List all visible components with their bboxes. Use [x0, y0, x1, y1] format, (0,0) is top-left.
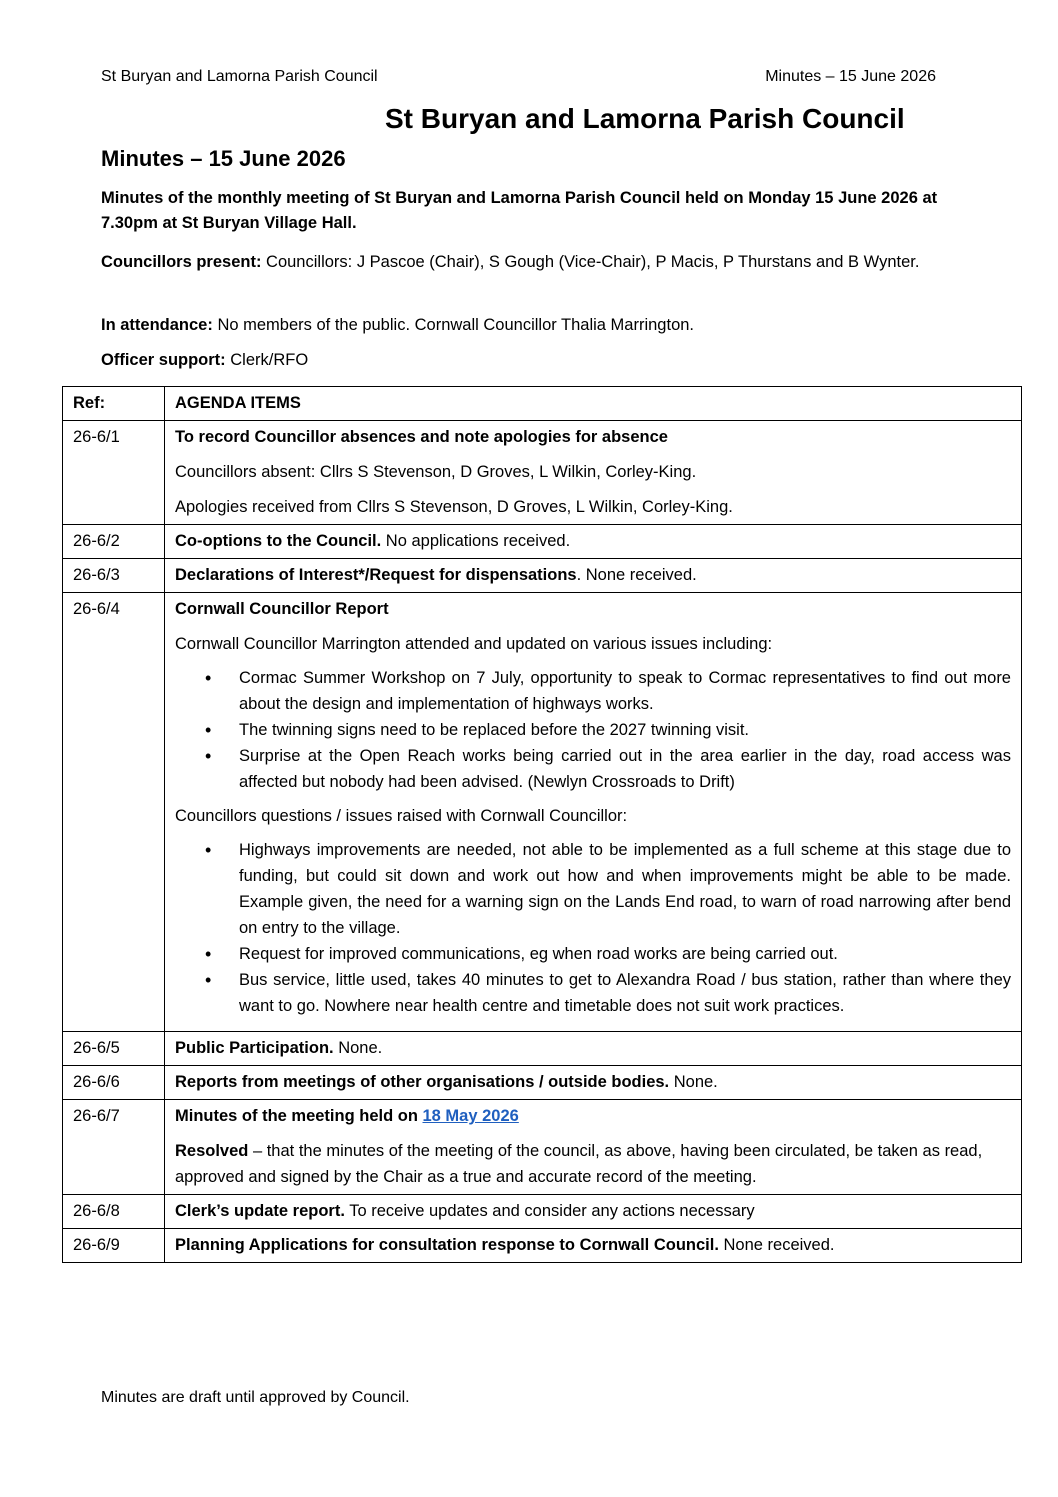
- officer-support-text: Clerk/RFO: [225, 351, 309, 369]
- item-text: None.: [333, 1039, 383, 1057]
- officer-support: [101, 347, 951, 373]
- item-text: Apologies received from Cllrs S Stevenson, D Groves, L Wilkin, Corley-King.: [175, 498, 733, 516]
- item-text: No applications received.: [381, 532, 571, 550]
- questions-list: [175, 837, 1011, 1019]
- in-attendance: [101, 312, 951, 338]
- meeting-intro: Minutes of the monthly meeting of St Buryan and Lamorna Parish Council held on Monday 15 June 2026 at 7.30pm at St Buryan Village Hall.: [101, 189, 938, 232]
- row-content: [165, 1100, 1022, 1195]
- in-attendance-label: In attendance:: [101, 316, 213, 334]
- item-heading: Public Participation.: [175, 1039, 334, 1057]
- item-heading: To record Councillor absences and note apologies for absence: [175, 428, 668, 446]
- item-text: Councillors absent: Cllrs S Stevenson, D Groves, L Wilkin, Corley-King.: [175, 463, 697, 481]
- councillors-present-text: Councillors: J Pascoe (Chair), S Gough (Vice-Chair), P Macis, P Thurstans and B Wynter.: [261, 253, 920, 271]
- row-ref: 26-6/8: [63, 1195, 165, 1229]
- footer-note: Minutes are draft until approved by Council.: [101, 1389, 410, 1406]
- table-row: [63, 593, 1022, 1032]
- row-ref: 26-6/7: [63, 1100, 165, 1195]
- row-ref: 26-6/6: [63, 1066, 165, 1100]
- row-ref: 26-6/4: [63, 593, 165, 1032]
- councillors-present-label: Councillors present:: [101, 253, 262, 271]
- list-item: • Surprise at the Open Reach works being carried out in the area earlier in the day, road access was affected but nobody had been advised. (Newlyn Crossroads to Drift): [175, 743, 1011, 795]
- header-agenda-items: AGENDA ITEMS: [165, 387, 1022, 421]
- previous-minutes-link[interactable]: 18 May 2026: [422, 1107, 519, 1125]
- item-text: Cornwall Councillor Marrington attended and updated on various issues including:: [175, 635, 773, 653]
- councillors-present: [101, 249, 951, 275]
- item-heading: Cornwall Councillor Report: [175, 600, 389, 618]
- row-content: [165, 421, 1022, 525]
- table-row: [63, 525, 1022, 559]
- document-subtitle: Minutes – 15 June 2026: [101, 146, 346, 171]
- list-item: • Cormac Summer Workshop on 7 July, opportunity to speak to Cormac representatives to find out more about the design and implementation of highways works.: [175, 665, 1011, 717]
- item-text: None.: [669, 1073, 718, 1091]
- table-row: [63, 1066, 1022, 1100]
- list-item: • Highways improvements are needed, not able to be implemented as a full scheme at this stage due to funding, but could sit down and work out how and when improvements might be able to be made. Example given, the need for a warning sign on the Lands End road, to warn of road narrowing after bend on entry to the village.: [175, 837, 1011, 941]
- officer-support-label: Officer support:: [101, 351, 226, 369]
- row-content: [165, 1066, 1022, 1100]
- row-content: [165, 1032, 1022, 1066]
- list-item: • Bus service, little used, takes 40 minutes to get to Alexandra Road / bus station, rather than where they want to go. Nowhere near health centre and timetable does not suit work practices.: [175, 967, 1011, 1019]
- item-text: To receive updates and consider any actions necessary: [344, 1202, 755, 1220]
- agenda-table: [62, 386, 1022, 1263]
- table-row: [63, 1032, 1022, 1066]
- table-row: [63, 1195, 1022, 1229]
- item-text: . None received.: [576, 566, 697, 584]
- in-attendance-text: No members of the public. Cornwall Councillor Thalia Marrington.: [212, 316, 695, 334]
- table-row: [63, 1229, 1022, 1263]
- row-content: [165, 559, 1022, 593]
- list-item: • The twinning signs need to be replaced before the 2027 twinning visit.: [175, 717, 1011, 743]
- table-row: [63, 421, 1022, 525]
- table-header-row: [63, 387, 1022, 421]
- item-text: – that the minutes of the meeting of the council, as above, having been circulated, be taken as read, approved and signed by the Chair as a true and accurate record of the meeting.: [175, 1142, 983, 1186]
- row-ref: 26-6/2: [63, 525, 165, 559]
- table-row: [63, 559, 1022, 593]
- row-ref: 26-6/5: [63, 1032, 165, 1066]
- document-title: St Buryan and Lamorna Parish Council: [385, 103, 905, 134]
- row-content: [165, 525, 1022, 559]
- row-ref: 26-6/9: [63, 1229, 165, 1263]
- item-heading: Planning Applications for consultation response to Cornwall Council.: [175, 1236, 719, 1254]
- row-ref: 26-6/1: [63, 421, 165, 525]
- row-content: [165, 593, 1022, 1032]
- row-content: [165, 1229, 1022, 1263]
- list-item: • Request for improved communications, eg when road works are being carried out.: [175, 941, 1011, 967]
- item-text: Councillors questions / issues raised with Cornwall Councillor:: [175, 807, 628, 825]
- item-heading: Declarations of Interest*/Request for dispensations: [175, 566, 577, 584]
- item-heading: Clerk’s update report.: [175, 1202, 345, 1220]
- table-row: [63, 1100, 1022, 1195]
- header-ref: Ref:: [63, 387, 165, 421]
- running-header-date: Minutes – 15 June 2026: [765, 68, 936, 85]
- resolved-label: Resolved: [175, 1142, 249, 1160]
- item-heading: Co-options to the Council.: [175, 532, 382, 550]
- item-heading: Minutes of the meeting held on: [175, 1107, 423, 1125]
- update-list: [175, 665, 1011, 795]
- item-text: None received.: [718, 1236, 835, 1254]
- running-header-council: St Buryan and Lamorna Parish Council: [101, 68, 378, 85]
- item-heading: Reports from meetings of other organisations / outside bodies.: [175, 1073, 670, 1091]
- row-content: [165, 1195, 1022, 1229]
- row-ref: 26-6/3: [63, 559, 165, 593]
